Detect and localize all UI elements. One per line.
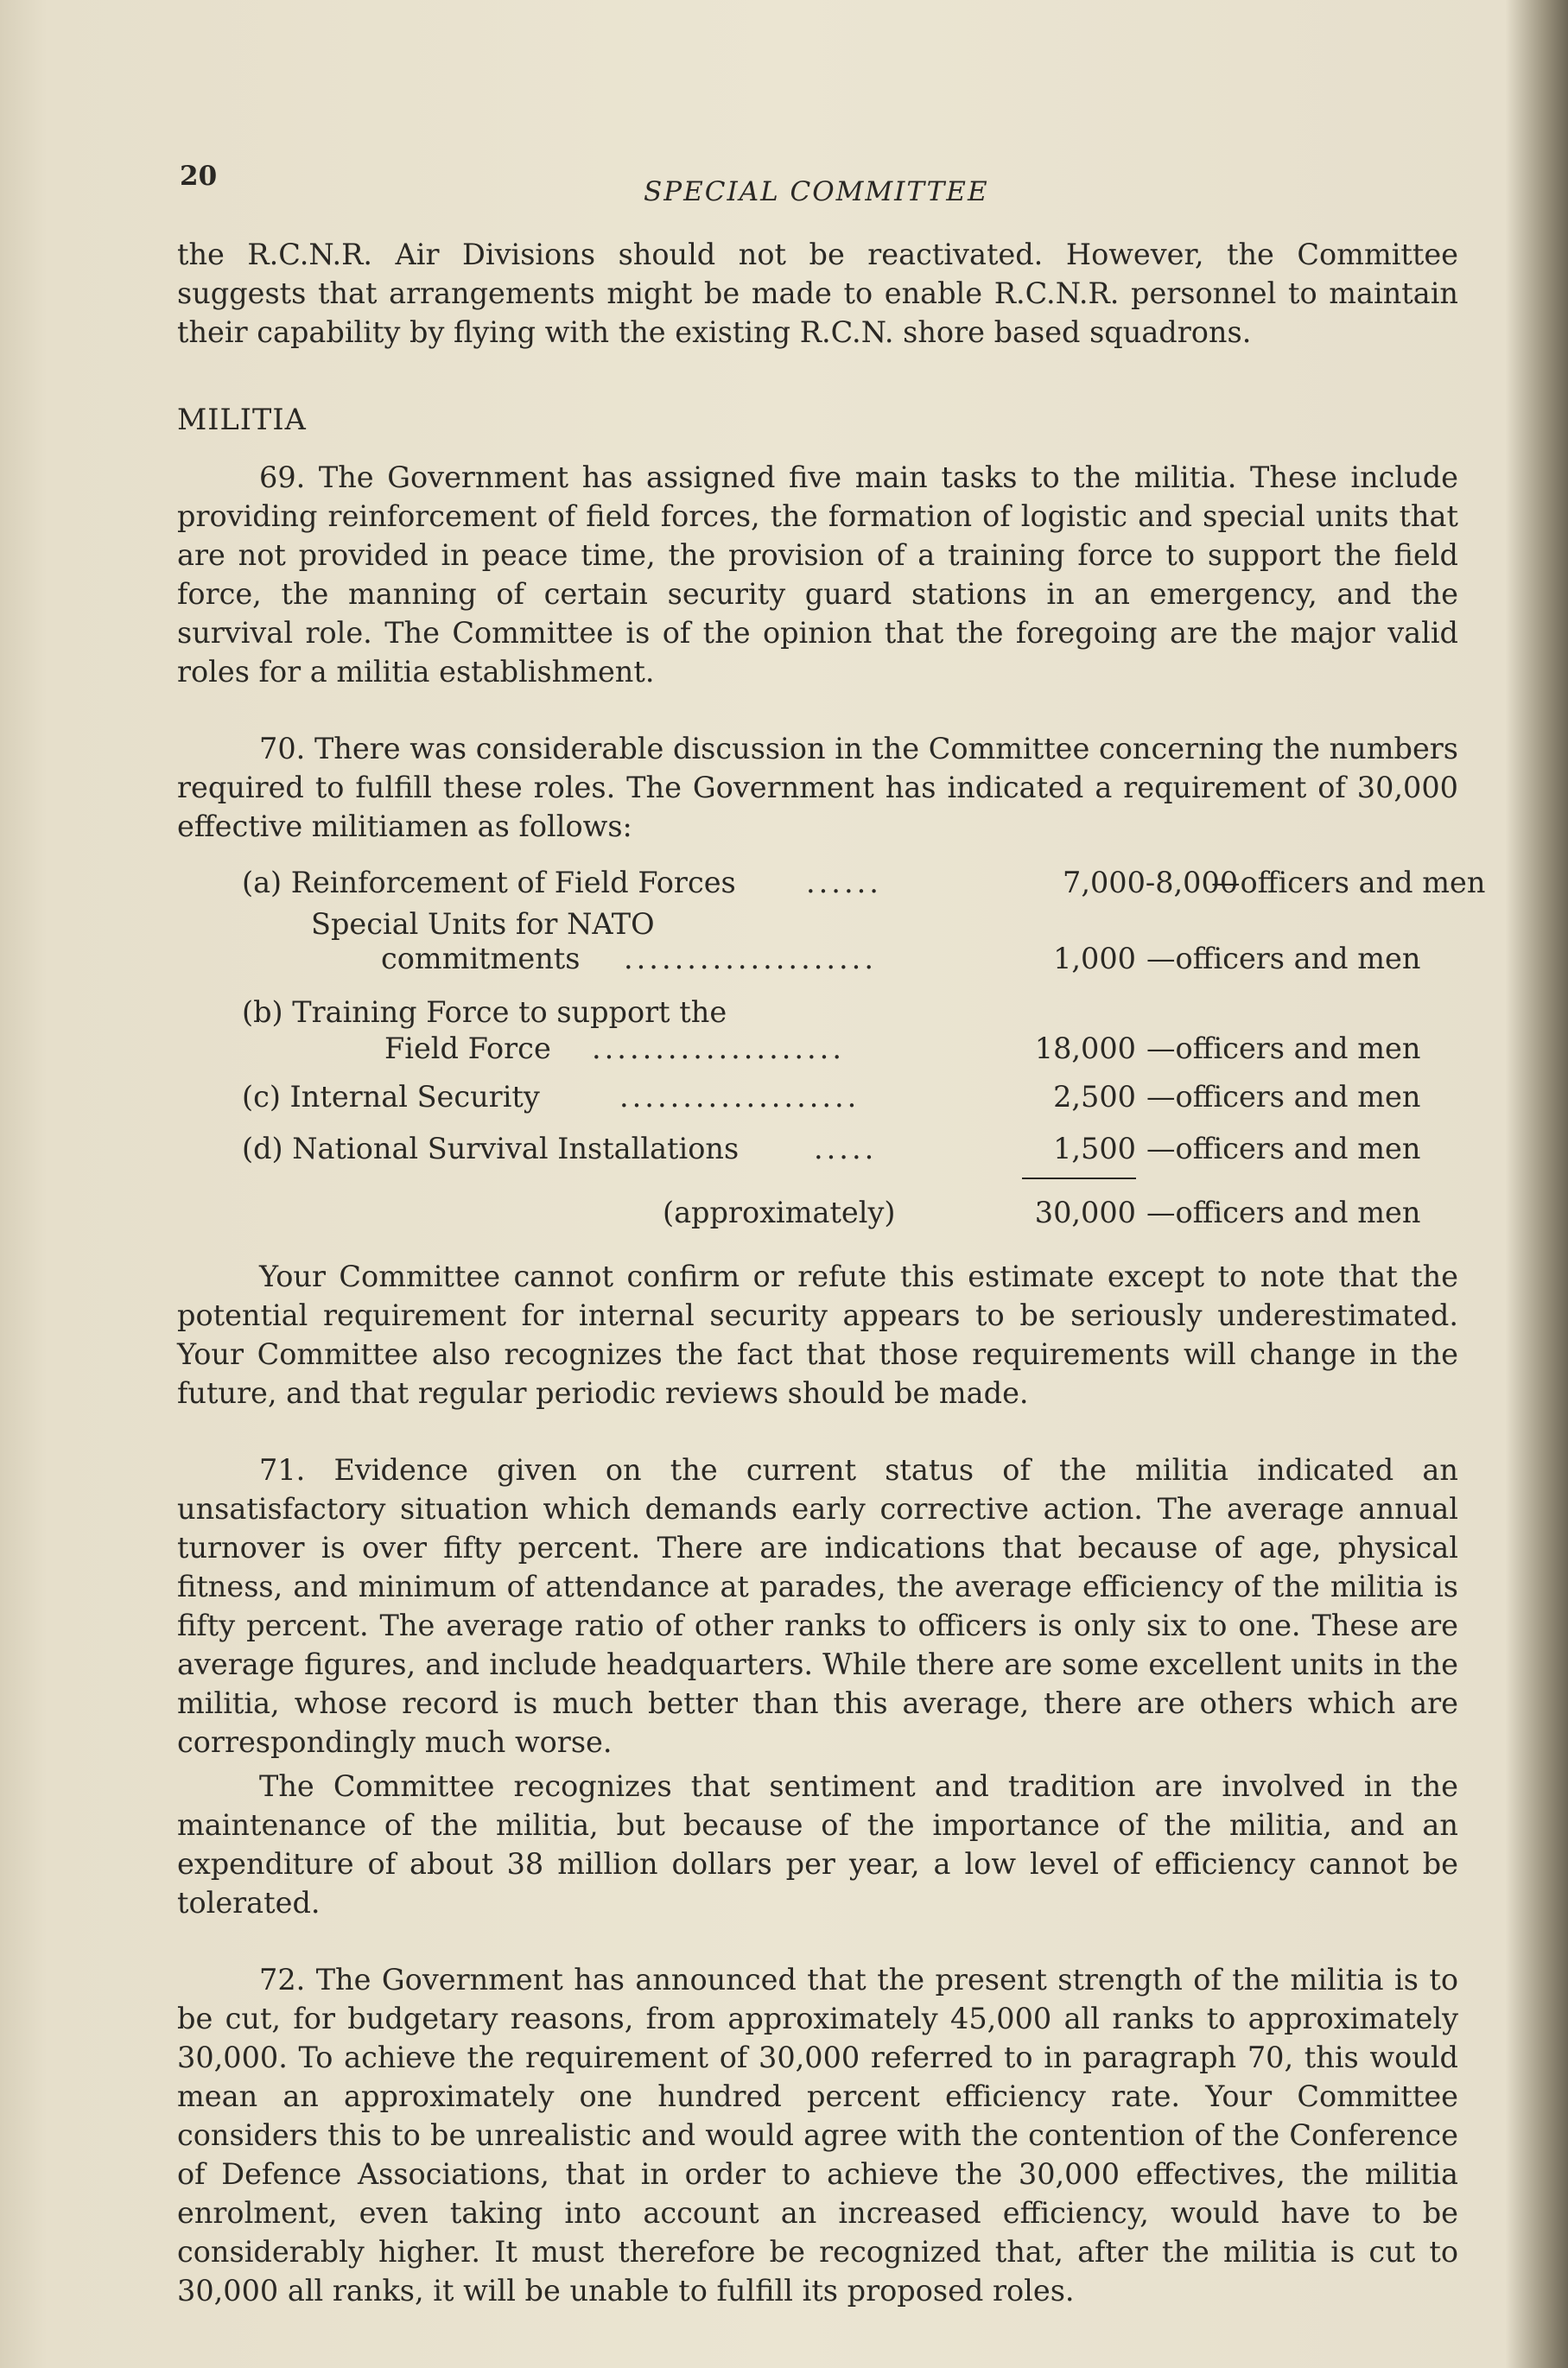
requirement-value: 18,000 xyxy=(1034,1032,1136,1065)
requirement-label: Field Force xyxy=(384,1032,551,1065)
requirement-unit: —officers and men xyxy=(1211,866,1486,899)
paragraph-71: 71. Evidence given on the current status of the militia indicated an unsatisfactory situation which demands early corrective action. The average annual turnover is over fifty percent. There are indications that because of age, physical fitness, and minimum of attendance at parades, the average efficiency of the militia is fifty percent. The average ratio of other ranks to officers is only six to one. These are average figures, and include headquarters. While there are some excellent units in the militia, whose record is much better than this average, there are others which are correspondingly much worse. xyxy=(177,1453,1458,1759)
total-unit: —officers and men xyxy=(1146,1196,1421,1229)
requirement-value: 7,000-8,000 xyxy=(1063,866,1239,899)
page-header xyxy=(0,161,1568,213)
requirement-value: 1,500 xyxy=(1053,1132,1136,1165)
paragraph-72: 72. The Government has announced that the present strength of the militia is to be cut, for budgetary reasons, from approximately 45,000 all ranks to approximately 30,000. To achieve the requirement of 30,000 referred to in paragraph 70, this would mean an approximately one hundred percent efficiency rate. Your Committee considers this to be unrealistic and would agree with the contention of the Conference of Defence Associations, that in order to achieve the 30,000 effectives, the militia enrolment, even taking into account an increased efficiency, would have to be considerably higher. It must therefore be recognized that, after the militia is cut to 30,000 all ranks, it will be unable to fulfill its proposed roles. xyxy=(177,1963,1458,2308)
requirement-row-a xyxy=(177,863,1486,905)
paragraph-continued: the R.C.N.R. Air Divisions should not be reactivated. However, the Committee suggests that arrangements might be made to enable R.C.N.R. personnel to maintain their capability by flying with the existing R.C.N. shore based squadrons. xyxy=(177,238,1458,349)
requirement-label: Special Units for NATO xyxy=(311,907,655,941)
requirement-label: (d) National Survival Installations xyxy=(242,1132,740,1165)
total-label: (approximately) xyxy=(663,1196,896,1229)
requirement-label: commitments xyxy=(381,942,581,975)
requirement-row-total xyxy=(177,1193,1458,1257)
requirement-row-nato-line1 xyxy=(177,905,1458,939)
requirement-value: 1,000 xyxy=(1053,942,1136,975)
requirement-row-c xyxy=(177,1077,1458,1129)
paragraph-70-continued: Your Committee cannot confirm or refute this estimate except to note that the potential requirement for internal security appears to be seriously underestimated. Your Committee also recognizes the fact that those requirements will change in the future, and that regular periodic reviews should be made. xyxy=(177,1260,1458,1410)
requirement-row-b xyxy=(177,1029,1458,1077)
requirement-label: (c) Internal Security xyxy=(242,1080,540,1114)
page-number: 20 xyxy=(180,161,218,192)
requirement-value: 2,500 xyxy=(1053,1080,1136,1114)
leader-dots: ..... xyxy=(814,1132,878,1165)
leader-dots: .................... xyxy=(592,1032,845,1065)
leader-dots: ...... xyxy=(806,866,882,899)
leader-dots: ................... xyxy=(619,1080,860,1114)
requirement-row-d xyxy=(177,1129,1458,1183)
requirement-unit: —officers and men xyxy=(1146,942,1421,975)
requirement-row-b-line1 xyxy=(177,993,1458,1029)
requirement-label: (a) Reinforcement of Field Forces xyxy=(242,866,736,899)
paragraph-70: 70. There was considerable discussion in the Committee concerning the numbers required to fulfill these roles. The Government has indicated a requirement of 30,000 effective militiamen as follows: xyxy=(177,732,1458,843)
total-value: 30,000 xyxy=(1034,1196,1136,1229)
requirement-label: (b) Training Force to support the xyxy=(242,995,727,1029)
total-rule xyxy=(1022,1178,1136,1179)
requirement-unit: —officers and men xyxy=(1146,1032,1421,1065)
requirement-row-nato xyxy=(177,939,1458,993)
body-text xyxy=(177,235,1486,2310)
paragraph-69: 69. The Government has assigned five main tasks to the militia. These include providing reinforcement of field forces, the formation of logistic and special units that are not provided in peace time, the provision of a training force to support the field force, the manning of certain security guard stations in an emergency, and the survival role. The Committee is of the opinion that the foregoing are the major valid roles for a militia establishment. xyxy=(177,460,1458,689)
requirements-table xyxy=(177,863,1486,1257)
requirement-unit: —officers and men xyxy=(1146,1080,1421,1114)
paragraph-71-continued: The Committee recognizes that sentiment and tradition are involved in the maintenance of the militia, but because of the importance of the militia, and an expenditure of about 38 million dollars per year, a low level of efficiency cannot be tolerated. xyxy=(177,1769,1458,1920)
leader-dots: .................... xyxy=(624,942,877,975)
running-head: SPECIAL COMMITTEE xyxy=(644,176,989,207)
section-heading: MILITIA xyxy=(177,403,307,436)
requirement-unit: —officers and men xyxy=(1146,1132,1421,1165)
